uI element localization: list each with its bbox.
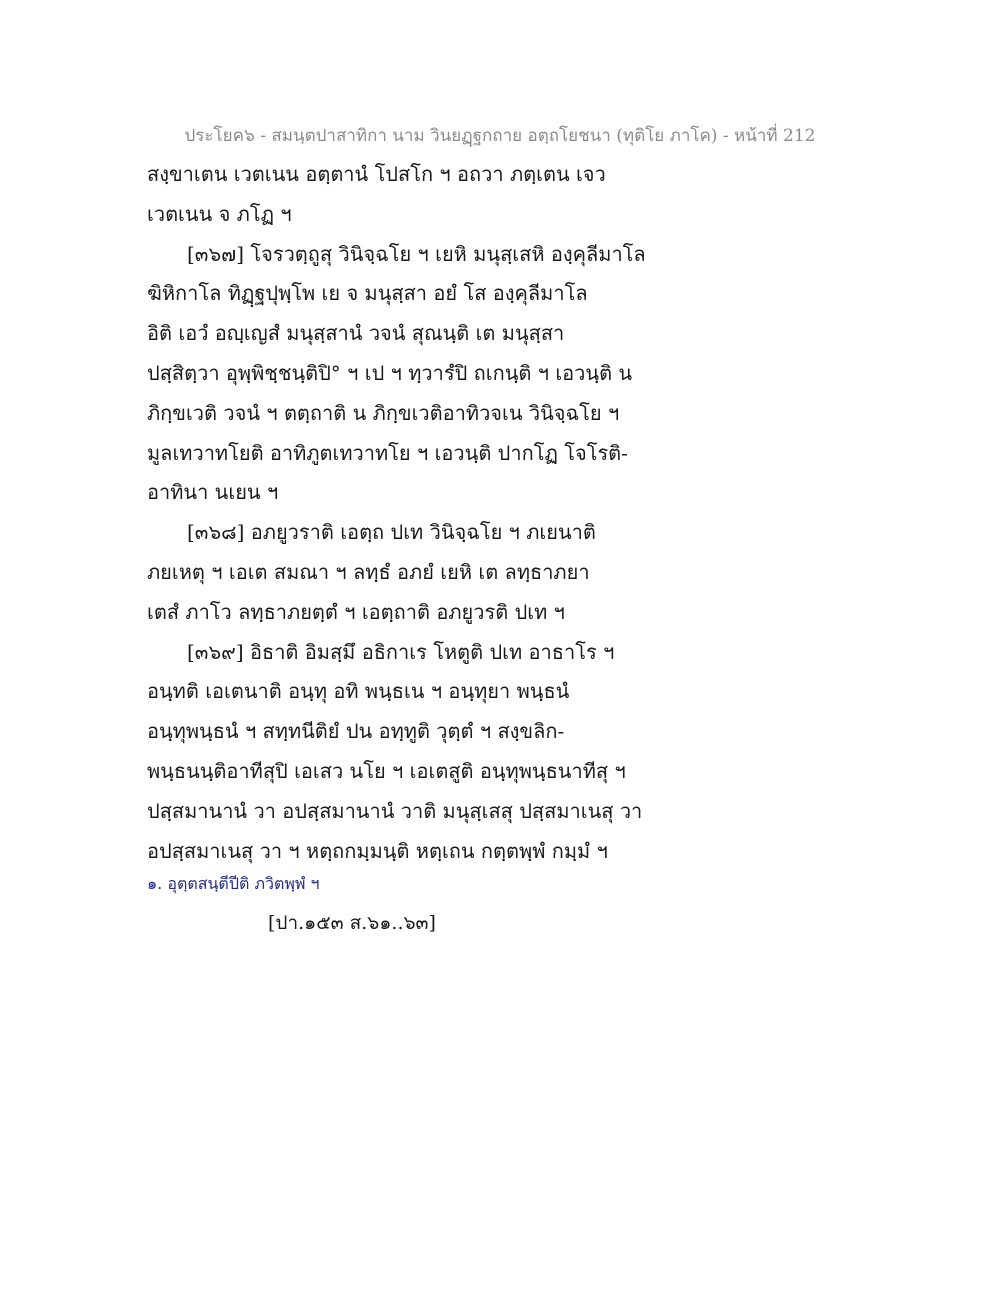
- page-header: ประโยค๖ - สมนฺตปาสาทิกา นาม วินยฏฺฐกถาย อตฺถโยชนา (ทุติโย ภาโค) - หน้าที่ 212: [184, 126, 816, 146]
- text-line: [๓๖๙] อิธาติ อิมสฺมึ อธิกาเร โหตูติ ปเท อาธาโร ฯ: [187, 639, 615, 664]
- text-line: อปสฺสมาเนสุ วา ฯ หตฺถกมฺมนฺติ หตฺเถน กตฺตพฺพํ กมฺมํ ฯ: [147, 838, 608, 863]
- page-reference: [ปา.๑๕๓ ส.๖๑..๖๓]: [268, 912, 436, 934]
- text-line: เตสํ ภาโว ลทฺธาภยตฺตํ ฯ เอตฺถาติ อภยูวรติ ปเท ฯ: [147, 599, 565, 624]
- text-line: ภยเหตุ ฯ เอเต สมณา ฯ ลทฺธํ อภยํ เยหิ เต ลทฺธาภยา: [147, 559, 590, 584]
- text-line: ฆิหิกาโล ทิฏฺฐปุพฺโพ เย จ มนุสฺสา อยํ โส องฺคุลีมาโล: [147, 281, 588, 306]
- text-line: [๓๖๗] โจรวตฺถูสุ วินิจฺฉโย ฯ เยหิ มนุสฺเสหิ องฺคุลีมาโล: [187, 241, 646, 266]
- text-line: พนฺธนนฺติอาทีสุปิ เอเสว นโย ฯ เอเตสูติ อนฺทุพนฺธนาทีสุ ฯ: [147, 758, 626, 783]
- text-line: อนฺทติ เอเตนาติ อนฺทุ อทิ พนฺธเน ฯ อนฺทุยา พนฺธนํ: [147, 679, 570, 704]
- text-line: มูลเทวาทโยติ อาทิภูตเทวาทโย ฯ เอวนฺติ ปากโฏ โจโรติ-: [147, 440, 628, 465]
- text-line: ปสฺสิตฺวา อุพฺพิชฺชนฺติปิ° ฯ เป ฯ ทฺวารํปิ ถเกนฺติ ฯ เอวนฺติ น: [147, 360, 633, 385]
- text-line: อนฺทุพนฺธนํ ฯ สทฺทนีติยํ ปน อทฺทูติ วุตฺตํ ฯ สงฺขลิก-: [147, 719, 565, 744]
- text-line: ปสฺสมานานํ วา อปสฺสมานานํ วาติ มนุสฺเสสุ ปสฺสมาเนสุ วา: [147, 798, 643, 823]
- footnote: ๑. อุตฺตสนฺตีปีติ ภวิตพฺพํ ฯ: [147, 874, 320, 893]
- text-line: อิติ เอวํ อญฺเญสํ มนุสฺสานํ วจนํ สุณนฺติ เต มนุสฺสา: [147, 321, 565, 346]
- text-line: [๓๖๘] อภยูวราติ เอตฺถ ปเท วินิจฺฉโย ฯ ภเยนาติ: [187, 520, 596, 545]
- text-line: ภิกฺขเวติ วจนํ ฯ ตตฺถาติ น ภิกฺขเวติอาทิวจเน วินิจฺฉโย ฯ: [147, 400, 620, 425]
- text-line: อาทินา นเยน ฯ: [147, 480, 279, 505]
- body-text: [147, 155, 847, 871]
- text-line: สงฺขาเตน เวตเนน อตฺตานํ โปสโก ฯ อถวา ภตฺเตน เจว: [147, 162, 606, 186]
- text-line: เวตเนน จ ภโฏ ฯ: [147, 201, 292, 226]
